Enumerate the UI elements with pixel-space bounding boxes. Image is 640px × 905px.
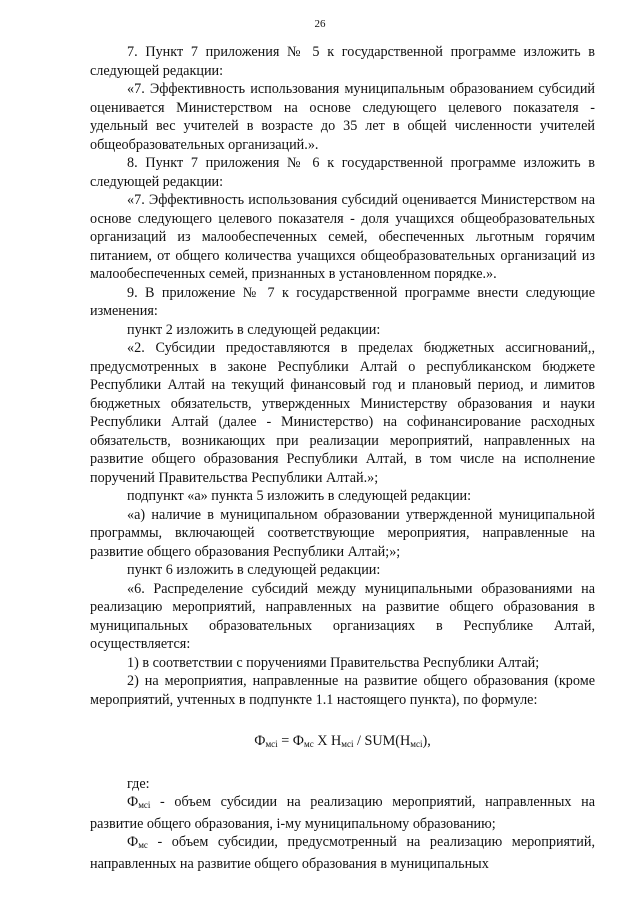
paragraph-subpoint-a-text: «а) наличие в муниципальном образовании утвержденной муниципальной программы, включающей соответствующие мероприятия, направленные на развитие общего образования Республики Алтай;»; [90, 506, 595, 560]
paragraph-point-6-text: «6. Распределение субсидий между муниципальными образованиями на реализацию мероприятий, направленных на развитие общего образования в муниципальных образовательных организациях в Республике Алтай, осуществляется: [90, 580, 595, 652]
paragraph-point-6-intro: пункт 6 изложить в следующей редакции: [127, 562, 381, 578]
paragraph-where: где: [127, 775, 150, 792]
definition-2-text: - объем субсидии, предусмотренный на реализацию мероприятий, направленных на развитие общего образования в муниципальных [90, 834, 595, 872]
paragraph-definition-2 [90, 833, 595, 873]
definition-1-sub: мсi [138, 800, 151, 810]
paragraph-item-8: 8. Пункт 7 приложения № 6 к государственной программе изложить в следующей редакции: [90, 155, 595, 190]
paragraph-quote-7-app6: «7. Эффективность использования субсидий оценивается Министерством на основе следующего целевого показателя - доля учащихся общеобразовательных организаций из малообеспеченных семей, обеспеченных льготным горячим питанием, от общего количества учащихся общеобразовательных организаций из малообеспеченных семей, признанных в установленном порядке.». [90, 192, 595, 282]
formula-equals: = [277, 733, 293, 749]
paragraph-quote-7-app5: «7. Эффективность использования муниципальным образованием субсидий оценивается Министерством на основе следующего целевого показателя - удельный вес учителей в возрасте до 35 лет в общей численности учителей общеобразовательных организаций.». [90, 81, 595, 153]
paragraph-item-7: 7. Пункт 7 приложения № 5 к государственной программе изложить в следующей редакции: [90, 44, 595, 79]
formula-lhs: Ф [254, 733, 266, 749]
paragraph-point-6-1: 1) в соответствии с поручениями Правительства Республики Алтай; [127, 654, 540, 671]
definition-1-symbol: Ф [127, 794, 139, 810]
formula-term1: Ф [292, 733, 304, 749]
document-body [90, 43, 595, 873]
distribution-formula [90, 732, 595, 754]
paragraph-point-6-2: 2) на мероприятия, направленные на развитие общего образования (кроме мероприятий, учтенных в подпункте 1.1 настоящего пункта), по формуле: [90, 673, 595, 708]
paragraph-point-2-intro: пункт 2 изложить в следующей редакции: [127, 321, 381, 338]
definition-1-text: - объем субсидии на реализацию мероприятий, направленных на развитие общего образования, i-му муниципальному образованию; [90, 794, 595, 832]
definition-2-sub: мс [138, 840, 148, 850]
formula-multiply: X [313, 733, 332, 749]
paragraph-definition-1 [90, 793, 595, 833]
paragraph-point-2-text: «2. Субсидии предоставляются в пределах бюджетных ассигнований,, предусмотренных в законе Республики Алтай о республиканском бюджете Республики Алтай на текущий финансовый год и плановый период, и лимитов бюджетных обязательств, утвержденных Министерству образования и науки Республики Алтай (далее - Министерство) на софинансирование расходных обязательств, возникающих при реализации мероприятий, направленных на развитие общего образования Республики Алтай, в том числе на исполнение поручений Правительства Республики Алтай.»; [90, 340, 595, 486]
paragraph-subpoint-a-intro: подпункт «а» пункта 5 изложить в следующей редакции: [127, 488, 472, 504]
formula-lhs-sub: мсi [265, 739, 278, 749]
paragraph-item-9: 9. В приложение № 7 к государственной программе внести следующие изменения: [90, 284, 595, 319]
formula-term2-sub: мсi [341, 739, 354, 749]
definition-2-symbol: Ф [127, 834, 139, 850]
formula-term1-sub: мс [304, 739, 314, 749]
formula-sum: / SUM(Н [353, 733, 411, 749]
formula-sum-sub: мсi [410, 739, 423, 749]
page-number: 26 [314, 18, 326, 30]
formula-close: ), [422, 733, 431, 749]
formula-term2: Н [331, 733, 342, 749]
